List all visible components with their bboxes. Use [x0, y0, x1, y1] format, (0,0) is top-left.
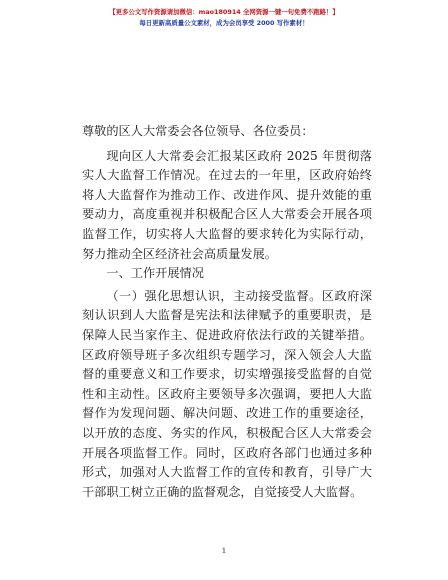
salutation: 尊敬的区人大常委会各位领导、各位委员： [82, 124, 314, 138]
intro-paragraph: 现向区人大常委会汇报某区政府 2025 年贯彻落实人大监督工作情况。在过去的一年里，区政府始终将人大监督作为推动工作、改进作风、提升效能的重要动力，高度重视并积极配合区人大常委会开展各项监督工作，切实将人大监督的要求转化为实际行动，努力推动全区经济社会高质量发展。 [82, 148, 372, 261]
body-paragraph: （一）强化思想认识，主动接受监督。区政府深刻认识到人大监督是宪法和法律赋予的重要职责，是保障人民当家作主、促进政府依法行政的关键举措。区政府领导班子多次组织专题学习，深入领会人大监督的重要意义和工作要求，切实增强接受监督的自觉性和主动性。区政府主要领导多次强调，要把人大监督作为发现问题、解决问题、改进工作的重要途径，以开放的态度、务实的作风，积极配合区人大常委会开展各项监督工作。同时，区政府各部门也通过多种形式，加强对人大监督工作的宣传和教育，引导广大干部职工树立正确的监督观念，自觉接受人大监督。 [82, 288, 372, 499]
document-body [82, 122, 372, 502]
section-heading: 一、工作开展情况 [106, 266, 204, 281]
page-number: 1 [221, 546, 227, 555]
promo-banner-line-blue: 每日更新高质量公文素材，成为会员享受 2000 写作素材！ [139, 19, 309, 27]
promo-banner-line-red: 【更多公文写作资源请加微信：mao180914 全网资源一键一句免费不跑路！】 [109, 8, 339, 16]
promo-banner [0, 7, 448, 29]
